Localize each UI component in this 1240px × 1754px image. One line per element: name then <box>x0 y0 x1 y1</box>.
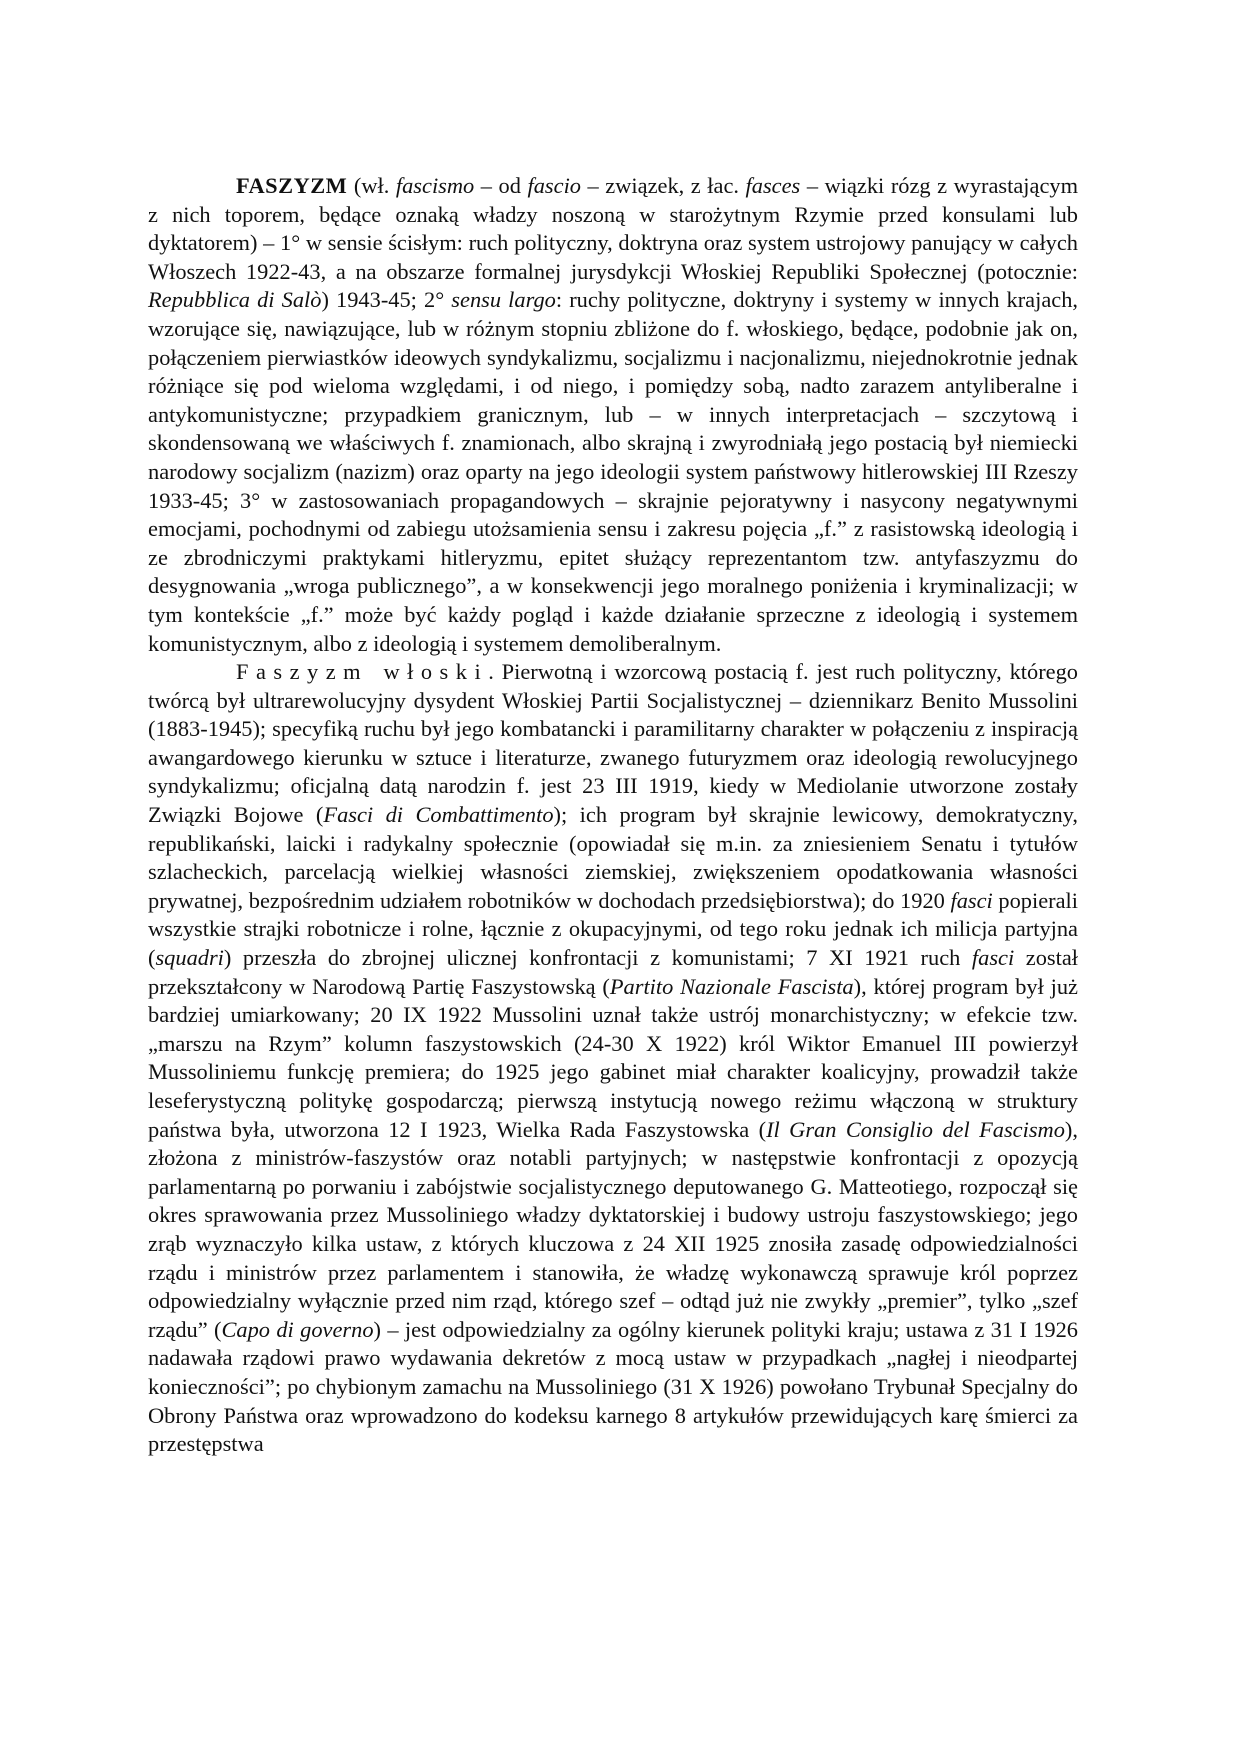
italic-term: fasci <box>950 887 993 913</box>
italic-term: Fasci di Combattimento <box>323 802 554 828</box>
paragraph-definition <box>148 172 1078 658</box>
text-run: ) przeszła do zbrojnej ulicznej konfrontacji z komunistami; 7 XI 1921 ruch <box>223 945 972 971</box>
italic-term: squadri <box>155 945 224 971</box>
text-run: popierali wszystkie strajki robotnicze i rolne, łącznie z okupacyjnymi, od tego roku jednak ich milicja partyjna ( <box>148 887 1078 971</box>
text-run: ); ich program był skrajnie lewicowy, demokratyczny, republikański, laicki i radykalny społecznie (opowiadał się m.in. za zniesieniem Senatu i tytułów szlacheckich, parcelacją wielkiej własności ziemskiej, zwiększeniem opodatkowania własności prywatnej, bezpośrednim udziałem robotników w dochodach przedsiębiorstwa); do 1920 <box>148 802 1079 913</box>
text-run: (wł. <box>347 173 396 198</box>
paragraph-italian-fascism <box>148 658 1078 1459</box>
text-run: – wiązki rózg z wyrastającym z nich toporem, będące oznaką władzy noszoną w starożytnym Rzymie przed konsulami lub dyktatorem) – 1° w sensie ścisłym: ruch polityczny, doktryna oraz system ustrojowy panujący w całych Włoszech 1922-43, a na obszarze formalnej jurysdykcji Włoskiej Republiki Społecznej (potocznie: <box>148 173 1078 284</box>
italic-term: Il Gran Consiglio del Fascismo <box>766 1116 1065 1142</box>
text-run: ) – jest odpowiedzialny za ogólny kierunek polityki kraju; ustawa z 31 I 1926 nadawała rządowi prawo wydawania dekretów z mocą ustaw w przypadkach „nagłej i nieodpartej konieczności”; po chybionym zamachu na Mussoliniego (31 X 1926) powołano Trybunał Specjalny do Obrony Państwa oraz wprowadzono do kodeksu karnego 8 artykułów przewidujących karę śmierci za przestępstwa <box>148 1316 1078 1457</box>
italic-term: fascio <box>527 173 581 198</box>
italic-term: fascismo <box>395 173 475 198</box>
section-heading: Faszyzm włoski <box>236 659 489 685</box>
text-run: – od <box>474 173 528 198</box>
text-run: ), której program był już bardziej umiarkowany; 20 IX 1922 Mussolini uznał także ustrój monarchistyczny; w efekcie tzw. „marszu na Rzym” kolumn faszystowskich (24-30 X 1922) król Wiktor Emanuel III powierzył Mussoliniemu funkcję premiera; do 1925 jego gabinet miał charakter koalicyjny, prowadził także leseferystyczną politykę gospodarczą; pierwszą instytucją nowego reżimu włączoną w struktury państwa była, utworzona 12 I 1923, Wielka Rada Faszystowska ( <box>148 973 1078 1142</box>
italic-term: sensu largo <box>451 287 556 313</box>
italic-term: fasces <box>745 173 801 198</box>
text-run: ), złożona z ministrów-faszystów oraz notabli partyjnych; w następstwie konfrontacji z opozycją parlamentarną po porwaniu i zabójstwie socjalistycznego deputowanego G. Matteotiego, rozpoczął się okres sprawowania przez Mussoliniego władzy dyktatorskiej i budowy ustroju faszystowskiego; jego zrąb wyznaczyło kilka ustaw, z których kluczowa z 24 XII 1925 znosiła zasadę odpowiedzialności rządu i ministrów przez parlamentem i stanowiła, że władzę wykonawczą sprawuje król poprzez odpowiedzialny wyłącznie przed nim rząd, którego szef – odtąd już nie zwykły „premier”, tylko „szef rządu” ( <box>148 1116 1078 1342</box>
italic-term: Capo di governo <box>221 1316 374 1342</box>
text-run: . Pierwotną i wzorcową postacią f. jest ruch polityczny, którego twórcą był ultrarewolucyjny dysydent Włoskiej Partii Socjalistycznej – dziennikarz Benito Mussolini (1883-1945); specyfiką ruchu był jego kombatancki i paramilitarny charakter w połączeniu z inspiracją awangardowego kierunku w sztuce i literaturze, zwanego futuryzmem oraz ideologią rewolucyjnego syndykalizmu; oficjalną datą narodzin f. jest 23 III 1919, kiedy w Mediolanie utworzone zostały Związki Bojowe ( <box>148 659 1078 828</box>
text-run: – związek, z łac. <box>581 173 746 198</box>
text-run: został przekształcony w Narodową Partię Faszystowską ( <box>148 945 1078 999</box>
text-run: : ruchy polityczne, doktryny i systemy w innych krajach, wzorujące się, nawiązujące, lub w różnym stopniu zbliżone do f. włoskiego, będące, podobnie jak on, połączeniem pierwiastków ideowych syndykalizmu, socjalizmu i nacjonalizmu, niejednokrotnie jednak różniące się pod wieloma względami, i od niego, i pomiędzy sobą, nadto zarazem antyliberalne i antykomunistyczne; przypadkiem granicznym, lub – w innych interpretacjach – szczytową i skondensowaną we właściwych f. znamionach, albo skrajną i zwyrodniałą jego postacią był niemiecki narodowy socjalizm (nazizm) oraz oparty na jego ideologii system państwowy hitlerowskiej III Rzeszy 1933-45; 3° w zastosowaniach propagandowych – skrajnie pejoratywny i nasycony negatywnymi emocjami, pochodnymi od zabiegu utożsamienia sensu i zakresu pojęcia „f.” z rasistowską ideologią i ze zbrodniczymi praktykami hitleryzmu, epitet służący reprezentantom tzw. antyfaszyzmu do desygnowania „wroga publicznego”, a w konsekwencji jego moralnego poniżenia i kryminalizacji; w tym kontekście „f.” może być każdy pogląd i każde działanie sprzeczne z ideologią i systemem komunistycznym, albo z ideologią i systemem demoliberalnym. <box>148 287 1079 656</box>
headword: FASZYZM <box>236 173 348 198</box>
italic-term: Partito Nazionale Fascista <box>609 973 854 999</box>
italic-term: fasci <box>971 945 1015 971</box>
italic-term: Repubblica di Salò <box>148 287 322 313</box>
text-run: ) 1943-45; 2° <box>321 287 452 313</box>
body-text <box>148 172 1078 1459</box>
